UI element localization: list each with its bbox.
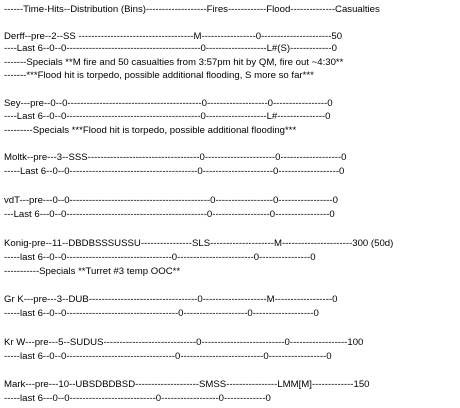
konig-last6-line: -----last 6--0--0---------------------------------0------------------------0----------------0 [4, 252, 316, 263]
derff-pre-line: Derff--pre--2--SS ------------------------------------M-----------------0----------------------50 [4, 31, 343, 42]
vdt-pre-line: vdT---pre---0--0--------------------------------------------0------------------0-----------------0 [4, 195, 338, 206]
krw-pre-line: Kr W---pre---5--SUDUS-----------------------------0--------------------------0------------------100 [4, 337, 364, 348]
moltk-last6-line: -----Last 6--0--0----------------------------------------0----------------------0-------------------0 [4, 166, 345, 177]
krw-last6-line: -----last 6--0--0----------------------------------0--------------------------0------------------0 [4, 351, 332, 362]
sey-specials-line: ---------Specials ***Flood hit is torpedo, possible additional flooding*** [4, 125, 297, 136]
derff-last6-line: ----Last 6--0--0------------------------------------------0-------------------L#(S)-------------0 [4, 43, 337, 54]
grk-last6-line: -----last 6--0--0-----------------------------------0--------------------0-------------------0 [4, 308, 319, 319]
vdt-last6-line: ---Last 6---0--0--------------------------------------------0------------------0-----------------0 [4, 209, 335, 220]
moltk-pre-line: Moltk--pre---3--SSS-----------------------------------0----------------------0-------------------0 [4, 152, 347, 163]
konig-pre-line: Konig-pre--11--DBDBSSSUSSU----------------SLS--------------------M----------------------300 (50d) [4, 238, 394, 249]
derff-note-line: -------***Flood hit is torpedo, possible additional flooding, S more so far*** [4, 70, 314, 81]
mark-pre-line: Mark---pre---10--UBSDBDBSD--------------------SMSS----------------LMM[M]-------------150 [4, 379, 370, 390]
grk-pre-line: Gr K---pre---3--DUB----------------------------------0--------------------M------------------0 [4, 294, 338, 305]
konig-specials-line: -----------Specials **Turret #3 temp OOC** [4, 266, 181, 277]
derff-specials-line: -------Specials **M fire and 50 casualties from 3:57pm hit by QM, fire out ~4:30** [4, 57, 344, 68]
sey-pre-line: Sey---pre--0--0------------------------------------------0-------------------0-----------------0 [4, 98, 333, 109]
sey-last6-line: ----Last 6--0--0------------------------------------------0-------------------L#---------------0 [4, 111, 331, 122]
header-line: ------Time-Hits--Distribution (Bins)-------------------Fires------------Flood--------------Casualties [4, 4, 380, 15]
mark-last6-line: -----last 6---0--0---------------------------0------------------0-------------0 [4, 393, 271, 404]
